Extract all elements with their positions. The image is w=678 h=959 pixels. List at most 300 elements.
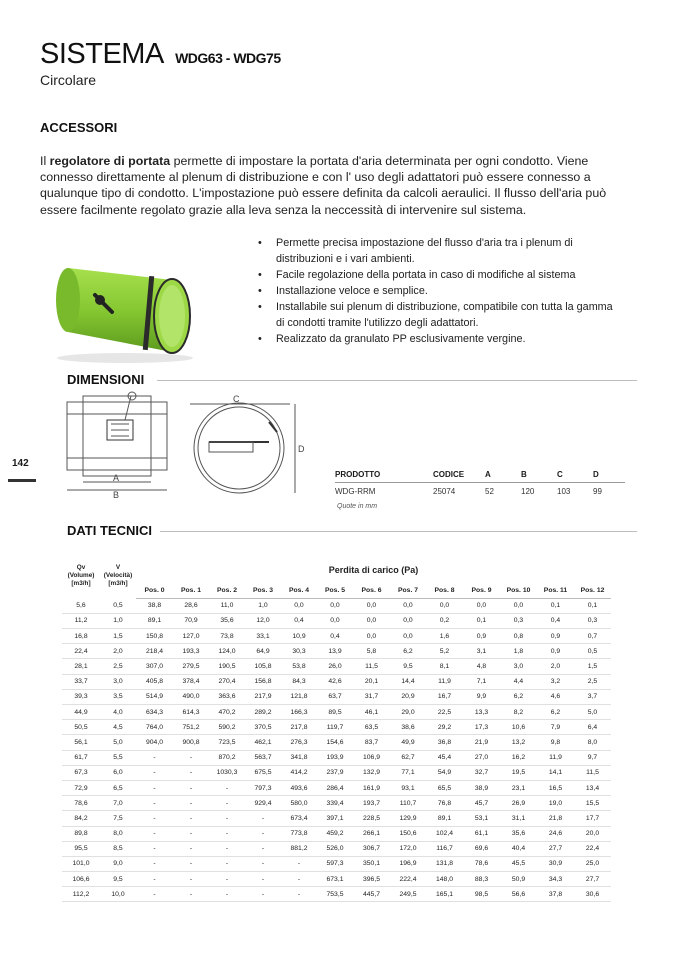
- cell-pressure: 121,8: [281, 689, 317, 704]
- cell-pressure: 19,5: [500, 765, 537, 780]
- cell-pressure: 797,3: [245, 780, 281, 795]
- pos-header: Pos. 3: [245, 583, 281, 598]
- table-row: [62, 841, 611, 856]
- cell-pressure: 4,6: [537, 689, 574, 704]
- cell-pressure: 1,8: [500, 644, 537, 659]
- cell-pressure: 53,1: [463, 811, 500, 826]
- cell-pressure: 2,0: [537, 659, 574, 674]
- cell-qv: 72,9: [62, 780, 100, 795]
- cell-pressure: -: [245, 841, 281, 856]
- cell-pressure: -: [136, 765, 173, 780]
- cell-pressure: 276,3: [281, 735, 317, 750]
- cell-pressure: -: [209, 826, 245, 841]
- table-row: [62, 750, 611, 765]
- cell-pressure: 1,6: [426, 629, 463, 644]
- cell-pressure: 11,0: [209, 598, 245, 613]
- cell-pressure: 493,6: [281, 780, 317, 795]
- col-codice: CODICE: [433, 468, 485, 482]
- cell-pressure: -: [136, 811, 173, 826]
- cell-pressure: -: [136, 872, 173, 887]
- qv-desc: (Volume): [67, 572, 95, 579]
- cell-pressure: 0,0: [281, 598, 317, 613]
- cell-pressure: 102,4: [426, 826, 463, 841]
- cell-qv: 106,6: [62, 872, 100, 887]
- cell-pressure: 0,3: [500, 613, 537, 628]
- cell-pressure: 161,9: [353, 780, 390, 795]
- cell-pressure: 14,4: [390, 674, 426, 689]
- cell-b: 120: [521, 486, 535, 496]
- cell-v: 2,5: [100, 659, 136, 674]
- table-row: [62, 644, 611, 659]
- cell-pressure: -: [245, 872, 281, 887]
- cell-pressure: 13,4: [574, 780, 611, 795]
- cell-pressure: 30,9: [537, 856, 574, 871]
- cell-v: 7,0: [100, 796, 136, 811]
- cell-v: 6,0: [100, 765, 136, 780]
- cell-pressure: 405,8: [136, 674, 173, 689]
- cell-pressure: 65,5: [426, 780, 463, 795]
- cell-pressure: 8,1: [426, 659, 463, 674]
- cell-pressure: 0,0: [317, 613, 353, 628]
- table-row: [62, 735, 611, 750]
- cell-pressure: 27,7: [574, 872, 611, 887]
- cell-pressure: 29,2: [426, 720, 463, 735]
- cell-pressure: 20,9: [390, 689, 426, 704]
- cell-v: 1,0: [100, 613, 136, 628]
- v-desc: (Velocità): [103, 572, 133, 579]
- cell-pressure: 289,2: [245, 705, 281, 720]
- dim-label-d: D: [298, 444, 305, 454]
- cell-pressure: 22,5: [426, 705, 463, 720]
- pos-header: Pos. 12: [574, 583, 611, 598]
- cell-pressure: -: [245, 811, 281, 826]
- cell-pressure: 1030,3: [209, 765, 245, 780]
- cell-pressure: -: [173, 841, 209, 856]
- cell-pressure: 89,1: [136, 613, 173, 628]
- cell-pressure: -: [209, 856, 245, 871]
- cell-v: 10,0: [100, 887, 136, 902]
- cell-pressure: 470,2: [209, 705, 245, 720]
- cell-pressure: -: [209, 872, 245, 887]
- cell-pressure: 6,2: [500, 689, 537, 704]
- cell-pressure: 4,8: [463, 659, 500, 674]
- cell-pressure: 0,2: [426, 613, 463, 628]
- cell-pressure: 11,5: [574, 765, 611, 780]
- pos-header: Pos. 0: [136, 583, 173, 598]
- col-c: C: [557, 468, 593, 482]
- cell-pressure: -: [173, 765, 209, 780]
- table-row: [62, 826, 611, 841]
- cell-pressure: 1,5: [574, 659, 611, 674]
- accessori-heading: ACCESSORI: [40, 120, 118, 135]
- cell-pressure: 16,5: [537, 780, 574, 795]
- pressure-loss-header: Perdita di carico (Pa): [328, 565, 419, 575]
- cell-pressure: 196,9: [390, 856, 426, 871]
- cell-pressure: 84,3: [281, 674, 317, 689]
- cell-pressure: -: [136, 796, 173, 811]
- cell-pressure: 0,8: [500, 629, 537, 644]
- cell-qv: 78,6: [62, 796, 100, 811]
- cell-pressure: 764,0: [136, 720, 173, 735]
- pos-header: Pos. 5: [317, 583, 353, 598]
- cell-pressure: 46,1: [353, 705, 390, 720]
- cell-pressure: 27,7: [537, 841, 574, 856]
- cell-v: 5,5: [100, 750, 136, 765]
- cell-pressure: 9,7: [574, 750, 611, 765]
- cell-pressure: 16,7: [426, 689, 463, 704]
- cell-pressure: 9,9: [463, 689, 500, 704]
- cell-pressure: -: [173, 750, 209, 765]
- cell-pressure: 69,6: [463, 841, 500, 856]
- cell-v: 9,5: [100, 872, 136, 887]
- cell-pressure: -: [173, 826, 209, 841]
- cell-pressure: -: [136, 841, 173, 856]
- cell-v: 4,0: [100, 705, 136, 720]
- cell-pressure: 38,9: [463, 780, 500, 795]
- cell-pressure: 397,1: [317, 811, 353, 826]
- cell-pressure: 33,1: [245, 629, 281, 644]
- cell-pressure: 156,8: [245, 674, 281, 689]
- cell-pressure: 31,7: [353, 689, 390, 704]
- cell-pressure: 76,8: [426, 796, 463, 811]
- cell-pressure: 590,2: [209, 720, 245, 735]
- cell-qv: 16,8: [62, 629, 100, 644]
- cell-pressure: 634,3: [136, 705, 173, 720]
- cell-pressure: 563,7: [245, 750, 281, 765]
- cell-pressure: 193,9: [317, 750, 353, 765]
- cell-pressure: 270,4: [209, 674, 245, 689]
- cell-pressure: 45,5: [500, 856, 537, 871]
- cell-pressure: -: [173, 887, 209, 902]
- cell-pressure: -: [281, 872, 317, 887]
- cell-pressure: 15,5: [574, 796, 611, 811]
- cell-pressure: 0,0: [353, 629, 390, 644]
- cell-pressure: -: [245, 826, 281, 841]
- cell-pressure: 166,3: [281, 705, 317, 720]
- cell-pressure: 228,5: [353, 811, 390, 826]
- page-number: 142: [12, 458, 29, 469]
- cell-pressure: 14,1: [537, 765, 574, 780]
- cell-pressure: 580,0: [281, 796, 317, 811]
- cell-pressure: 3,0: [500, 659, 537, 674]
- cell-qv: 5,6: [62, 598, 100, 613]
- feature-list: [258, 235, 618, 347]
- cell-pressure: 673,4: [281, 811, 317, 826]
- cell-v: 9,0: [100, 856, 136, 871]
- cell-pressure: 3,7: [574, 689, 611, 704]
- cell-pressure: 0,4: [281, 613, 317, 628]
- col-a: A: [485, 468, 521, 482]
- table-row: [62, 872, 611, 887]
- cell-pressure: 0,0: [353, 598, 390, 613]
- cell-pressure: 0,4: [317, 629, 353, 644]
- cell-qv: 28,1: [62, 659, 100, 674]
- cell-pressure: 7,9: [537, 720, 574, 735]
- cell-pressure: 0,1: [574, 598, 611, 613]
- cell-pressure: 25,0: [574, 856, 611, 871]
- cell-pressure: 307,0: [136, 659, 173, 674]
- cell-pressure: -: [173, 811, 209, 826]
- cell-v: 7,5: [100, 811, 136, 826]
- cell-v: 1,5: [100, 629, 136, 644]
- table-row: [62, 629, 611, 644]
- cell-pressure: 35,6: [500, 826, 537, 841]
- cell-v: 5,0: [100, 735, 136, 750]
- cell-pressure: 24,6: [537, 826, 574, 841]
- cell-pressure: -: [136, 780, 173, 795]
- intro-bold: regolatore di portata: [49, 154, 171, 168]
- cell-pressure: 50,9: [500, 872, 537, 887]
- cell-pressure: 6,4: [574, 720, 611, 735]
- cell-pressure: 165,1: [426, 887, 463, 902]
- cell-pressure: 106,9: [353, 750, 390, 765]
- pos-header: Pos. 10: [500, 583, 537, 598]
- pos-header: Pos. 7: [390, 583, 426, 598]
- cell-pressure: -: [209, 887, 245, 902]
- cell-pressure: 5,2: [426, 644, 463, 659]
- cell-pressure: 723,5: [209, 735, 245, 750]
- cell-pressure: 54,9: [426, 765, 463, 780]
- cell-pressure: 0,0: [390, 629, 426, 644]
- cell-pressure: 6,2: [390, 644, 426, 659]
- cell-pressure: 5,0: [574, 705, 611, 720]
- table-row: [62, 720, 611, 735]
- cell-pressure: 0,9: [463, 629, 500, 644]
- table-row: [62, 811, 611, 826]
- cell-pressure: 675,5: [245, 765, 281, 780]
- cell-pressure: 150,6: [390, 826, 426, 841]
- cell-pressure: 900,8: [173, 735, 209, 750]
- cell-pressure: 217,9: [245, 689, 281, 704]
- cell-pressure: 614,3: [173, 705, 209, 720]
- cell-pressure: 30,6: [574, 887, 611, 902]
- cell-pressure: 0,0: [390, 598, 426, 613]
- cell-v: 4,5: [100, 720, 136, 735]
- cell-pressure: 6,2: [537, 705, 574, 720]
- cell-pressure: 45,7: [463, 796, 500, 811]
- product-dimension-table: [335, 468, 625, 496]
- pos-header: Pos. 8: [426, 583, 463, 598]
- cell-pressure: 490,0: [173, 689, 209, 704]
- cell-pressure: 93,1: [390, 780, 426, 795]
- cell-qv: 39,3: [62, 689, 100, 704]
- cell-pressure: 17,7: [574, 811, 611, 826]
- table-row: [62, 705, 611, 720]
- cell-pressure: 190,5: [209, 659, 245, 674]
- cell-v: 3,0: [100, 674, 136, 689]
- cell-pressure: 127,0: [173, 629, 209, 644]
- cell-pressure: 904,0: [136, 735, 173, 750]
- cell-pressure: 0,1: [537, 598, 574, 613]
- cell-pressure: 514,9: [136, 689, 173, 704]
- cell-pressure: 28,6: [173, 598, 209, 613]
- cell-pressure: 0,0: [317, 598, 353, 613]
- cell-d: 99: [593, 486, 602, 496]
- cell-pressure: 0,0: [500, 598, 537, 613]
- cell-qv: 33,7: [62, 674, 100, 689]
- cell-pressure: 172,0: [390, 841, 426, 856]
- table-row: [62, 780, 611, 795]
- cell-pressure: 10,9: [281, 629, 317, 644]
- cell-a: 52: [485, 486, 494, 496]
- v-label: V: [115, 564, 121, 571]
- cell-pressure: 31,1: [500, 811, 537, 826]
- cell-pressure: -: [136, 856, 173, 871]
- qv-label: Qv: [76, 564, 86, 571]
- cell-pressure: 341,8: [281, 750, 317, 765]
- cell-pressure: 63,5: [353, 720, 390, 735]
- cell-v: 8,0: [100, 826, 136, 841]
- cell-pressure: -: [245, 887, 281, 902]
- feature-item: • Installabile sui plenum di distribuzione, compatibile con tutta la gamma di condotti tramite l'utilizzo degli adattatori.: [258, 299, 618, 331]
- cell-pressure: 20,1: [353, 674, 390, 689]
- cell-pressure: 37,8: [537, 887, 574, 902]
- cell-pressure: 3,1: [463, 644, 500, 659]
- cell-pressure: 11,9: [537, 750, 574, 765]
- col-d: D: [593, 468, 625, 482]
- qv-unit: [m3/h]: [71, 580, 91, 587]
- divider: [157, 380, 637, 381]
- pos-header: Pos. 1: [173, 583, 209, 598]
- table-row: [62, 613, 611, 628]
- cell-qv: 22,4: [62, 644, 100, 659]
- cell-pressure: 110,7: [390, 796, 426, 811]
- table-row: [62, 659, 611, 674]
- technical-data-table: [62, 557, 611, 902]
- cell-pressure: 42,6: [317, 674, 353, 689]
- cell-pressure: 0,4: [537, 613, 574, 628]
- cell-pressure: 13,9: [317, 644, 353, 659]
- dim-label-b: B: [113, 490, 120, 500]
- cell-pressure: -: [281, 856, 317, 871]
- title-main: SISTEMA: [40, 38, 164, 70]
- pos-header: Pos. 9: [463, 583, 500, 598]
- cell-pressure: 73,8: [209, 629, 245, 644]
- cell-v: 2,0: [100, 644, 136, 659]
- cell-pressure: -: [136, 887, 173, 902]
- cell-pressure: 36,8: [426, 735, 463, 750]
- cell-qv: 56,1: [62, 735, 100, 750]
- cell-pressure: 773,8: [281, 826, 317, 841]
- cell-pressure: 673,1: [317, 872, 353, 887]
- cell-pressure: 21,8: [537, 811, 574, 826]
- cell-pressure: 116,7: [426, 841, 463, 856]
- cell-pressure: 870,2: [209, 750, 245, 765]
- cell-pressure: 881,2: [281, 841, 317, 856]
- cell-pressure: 32,7: [463, 765, 500, 780]
- cell-pressure: 414,2: [281, 765, 317, 780]
- cell-pressure: 222,4: [390, 872, 426, 887]
- cell-qv: 11,2: [62, 613, 100, 628]
- feature-item: • Installazione veloce e semplice.: [258, 283, 618, 299]
- cell-pressure: 35,6: [209, 613, 245, 628]
- technical-drawing: [55, 390, 305, 500]
- product-image: [50, 240, 200, 365]
- cell-pressure: 21,9: [463, 735, 500, 750]
- cell-pressure: 40,4: [500, 841, 537, 856]
- table-row: [62, 887, 611, 902]
- cell-pressure: 0,3: [574, 613, 611, 628]
- cell-pressure: 237,9: [317, 765, 353, 780]
- cell-pressure: 83,7: [353, 735, 390, 750]
- cell-pressure: 306,7: [353, 841, 390, 856]
- pos-header: Pos. 11: [537, 583, 574, 598]
- page-marker: [8, 479, 36, 482]
- table-row: [62, 598, 611, 613]
- cell-pressure: -: [173, 872, 209, 887]
- cell-pressure: 445,7: [353, 887, 390, 902]
- intro-paragraph: [40, 153, 640, 218]
- cell-pressure: 45,4: [426, 750, 463, 765]
- cell-codice: 25074: [433, 486, 456, 496]
- cell-pressure: 20,0: [574, 826, 611, 841]
- cell-pressure: 9,8: [537, 735, 574, 750]
- cell-c: 103: [557, 486, 571, 496]
- cell-pressure: 1,0: [245, 598, 281, 613]
- cell-qv: 67,3: [62, 765, 100, 780]
- cell-pressure: 266,1: [353, 826, 390, 841]
- cell-pressure: 2,5: [574, 674, 611, 689]
- cell-pressure: 0,0: [390, 613, 426, 628]
- cell-pressure: 12,0: [245, 613, 281, 628]
- cell-pressure: 8,0: [574, 735, 611, 750]
- cell-pressure: -: [136, 826, 173, 841]
- cell-pressure: -: [173, 796, 209, 811]
- cell-pressure: 131,8: [426, 856, 463, 871]
- cell-pressure: -: [209, 811, 245, 826]
- cell-pressure: 19,0: [537, 796, 574, 811]
- cell-pressure: 154,6: [317, 735, 353, 750]
- intro-lead: Il: [40, 154, 50, 168]
- cell-pressure: 462,1: [245, 735, 281, 750]
- cell-pressure: 286,4: [317, 780, 353, 795]
- cell-prodotto: WDG-RRM: [335, 486, 376, 496]
- dim-label-c: C: [233, 394, 240, 404]
- cell-pressure: 70,9: [173, 613, 209, 628]
- cell-pressure: -: [245, 856, 281, 871]
- cell-pressure: -: [136, 750, 173, 765]
- feature-item: • Permette precisa impostazione del flusso d'aria tra i plenum di distribuzioni e i vari ambienti.: [258, 235, 618, 267]
- table-row: [62, 689, 611, 704]
- cell-pressure: 279,5: [173, 659, 209, 674]
- cell-pressure: 88,3: [463, 872, 500, 887]
- cell-pressure: 56,6: [500, 887, 537, 902]
- cell-pressure: 0,5: [574, 644, 611, 659]
- title-models: WDG63 - WDG75: [175, 50, 281, 66]
- cell-pressure: 49,9: [390, 735, 426, 750]
- cell-pressure: 10,6: [500, 720, 537, 735]
- cell-pressure: 5,8: [353, 644, 390, 659]
- intro-rest: permette di impostare la portata d'aria determinata per ogni condotto. Viene connesso direttamente al plenum di distribuzione e con l' uso degli adattatori può essere connesso a qualunque tipo di condotto. L'impostazione può essere definita da calcoli aeraulici. Il flusso dell'aria può essere facilmente regolato grazie alla leva senza la neccessità di intervenire sul sistema.: [40, 154, 607, 217]
- cell-pressure: 11,9: [426, 674, 463, 689]
- cell-pressure: -: [173, 856, 209, 871]
- cell-pressure: -: [173, 780, 209, 795]
- cell-v: 8,5: [100, 841, 136, 856]
- cell-pressure: 0,9: [537, 629, 574, 644]
- cell-pressure: 217,8: [281, 720, 317, 735]
- cell-pressure: 63,7: [317, 689, 353, 704]
- feature-item: • Realizzato da granulato PP esclusivamente vergine.: [258, 331, 618, 347]
- cell-qv: 95,5: [62, 841, 100, 856]
- table-row: [62, 856, 611, 871]
- cell-pressure: 9,5: [390, 659, 426, 674]
- cell-qv: 101,0: [62, 856, 100, 871]
- cell-pressure: 0,0: [353, 613, 390, 628]
- cell-pressure: 77,1: [390, 765, 426, 780]
- cell-pressure: 78,6: [463, 856, 500, 871]
- cell-pressure: 132,9: [353, 765, 390, 780]
- cell-pressure: -: [209, 780, 245, 795]
